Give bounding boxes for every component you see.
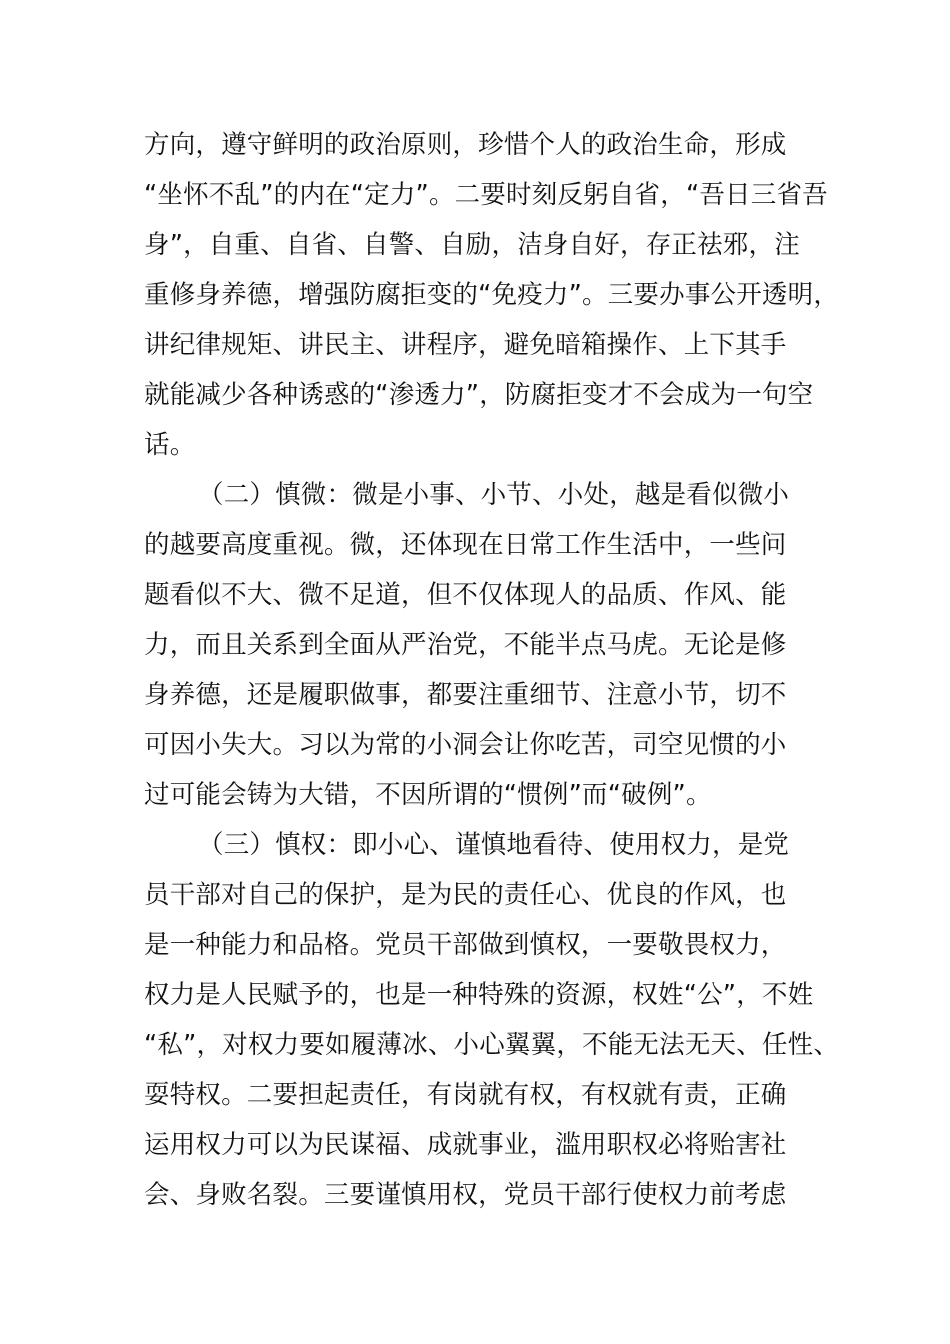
paragraph-line: 耍特权。二要担起责任，有岗就有权，有权就有责，正确: [144, 1080, 787, 1110]
paragraph-line: 题看似不大、微不足道，但不仅体现人的品质、作风、能: [144, 580, 787, 610]
paragraph-line: 讲纪律规矩、讲民主、讲程序，避免暗箱操作、上下其手: [144, 330, 787, 360]
section-heading-line: （二）慎微：微是小事、小节、小处，越是看似微小: [198, 480, 790, 510]
paragraph-line: 力，而且关系到全面从严治党，不能半点马虎。无论是修: [144, 630, 787, 660]
paragraph-line: 运用权力可以为民谋福、成就事业，滥用职权必将贻害社: [144, 1130, 787, 1160]
paragraph-line: 过可能会铸为大错，不因所谓的“惯例”而“破例”。: [144, 780, 712, 810]
paragraph-line: 话。: [144, 430, 196, 460]
paragraph-line: 会、身败名裂。三要谨慎用权，党员干部行使权力前考虑: [144, 1180, 787, 1210]
paragraph-line: 员干部对自己的保护，是为民的责任心、优良的作风，也: [144, 880, 787, 910]
paragraph-line: 身”，自重、自省、自警、自励，洁身自好，存正祛邪，注: [144, 230, 800, 260]
paragraph-line: 可因小失大。习以为常的小洞会让你吃苦，司空见惯的小: [144, 730, 787, 760]
paragraph-line: “坐怀不乱”的内在“定力”。二要时刻反躬自省，“吾日三省吾: [144, 180, 828, 210]
section-heading-line: （三）慎权：即小心、谨慎地看待、使用权力，是党: [198, 830, 790, 860]
paragraph-line: 是一种能力和品格。党员干部做到慎权，一要敬畏权力，: [144, 930, 787, 960]
paragraph-line: 身养德，还是履职做事，都要注重细节、注意小节，切不: [144, 680, 787, 710]
paragraph-line: “私”，对权力要如履薄冰、小心翼翼，不能无法无天、任性、: [144, 1030, 840, 1060]
paragraph-line: 重修身养德，增强防腐拒变的“免疫力”。三要办事公开透明，: [144, 280, 840, 310]
paragraph-line: 权力是人民赋予的，也是一种特殊的资源，权姓“公”，不姓: [144, 980, 814, 1010]
paragraph-line: 的越要高度重视。微，还体现在日常工作生活中，一些问: [144, 530, 787, 560]
paragraph-line: 就能减少各种诱惑的“渗透力”，防腐拒变才不会成为一句空: [144, 380, 814, 410]
paragraph-line: 方向，遵守鲜明的政治原则，珍惜个人的政治生命，形成: [144, 130, 787, 160]
